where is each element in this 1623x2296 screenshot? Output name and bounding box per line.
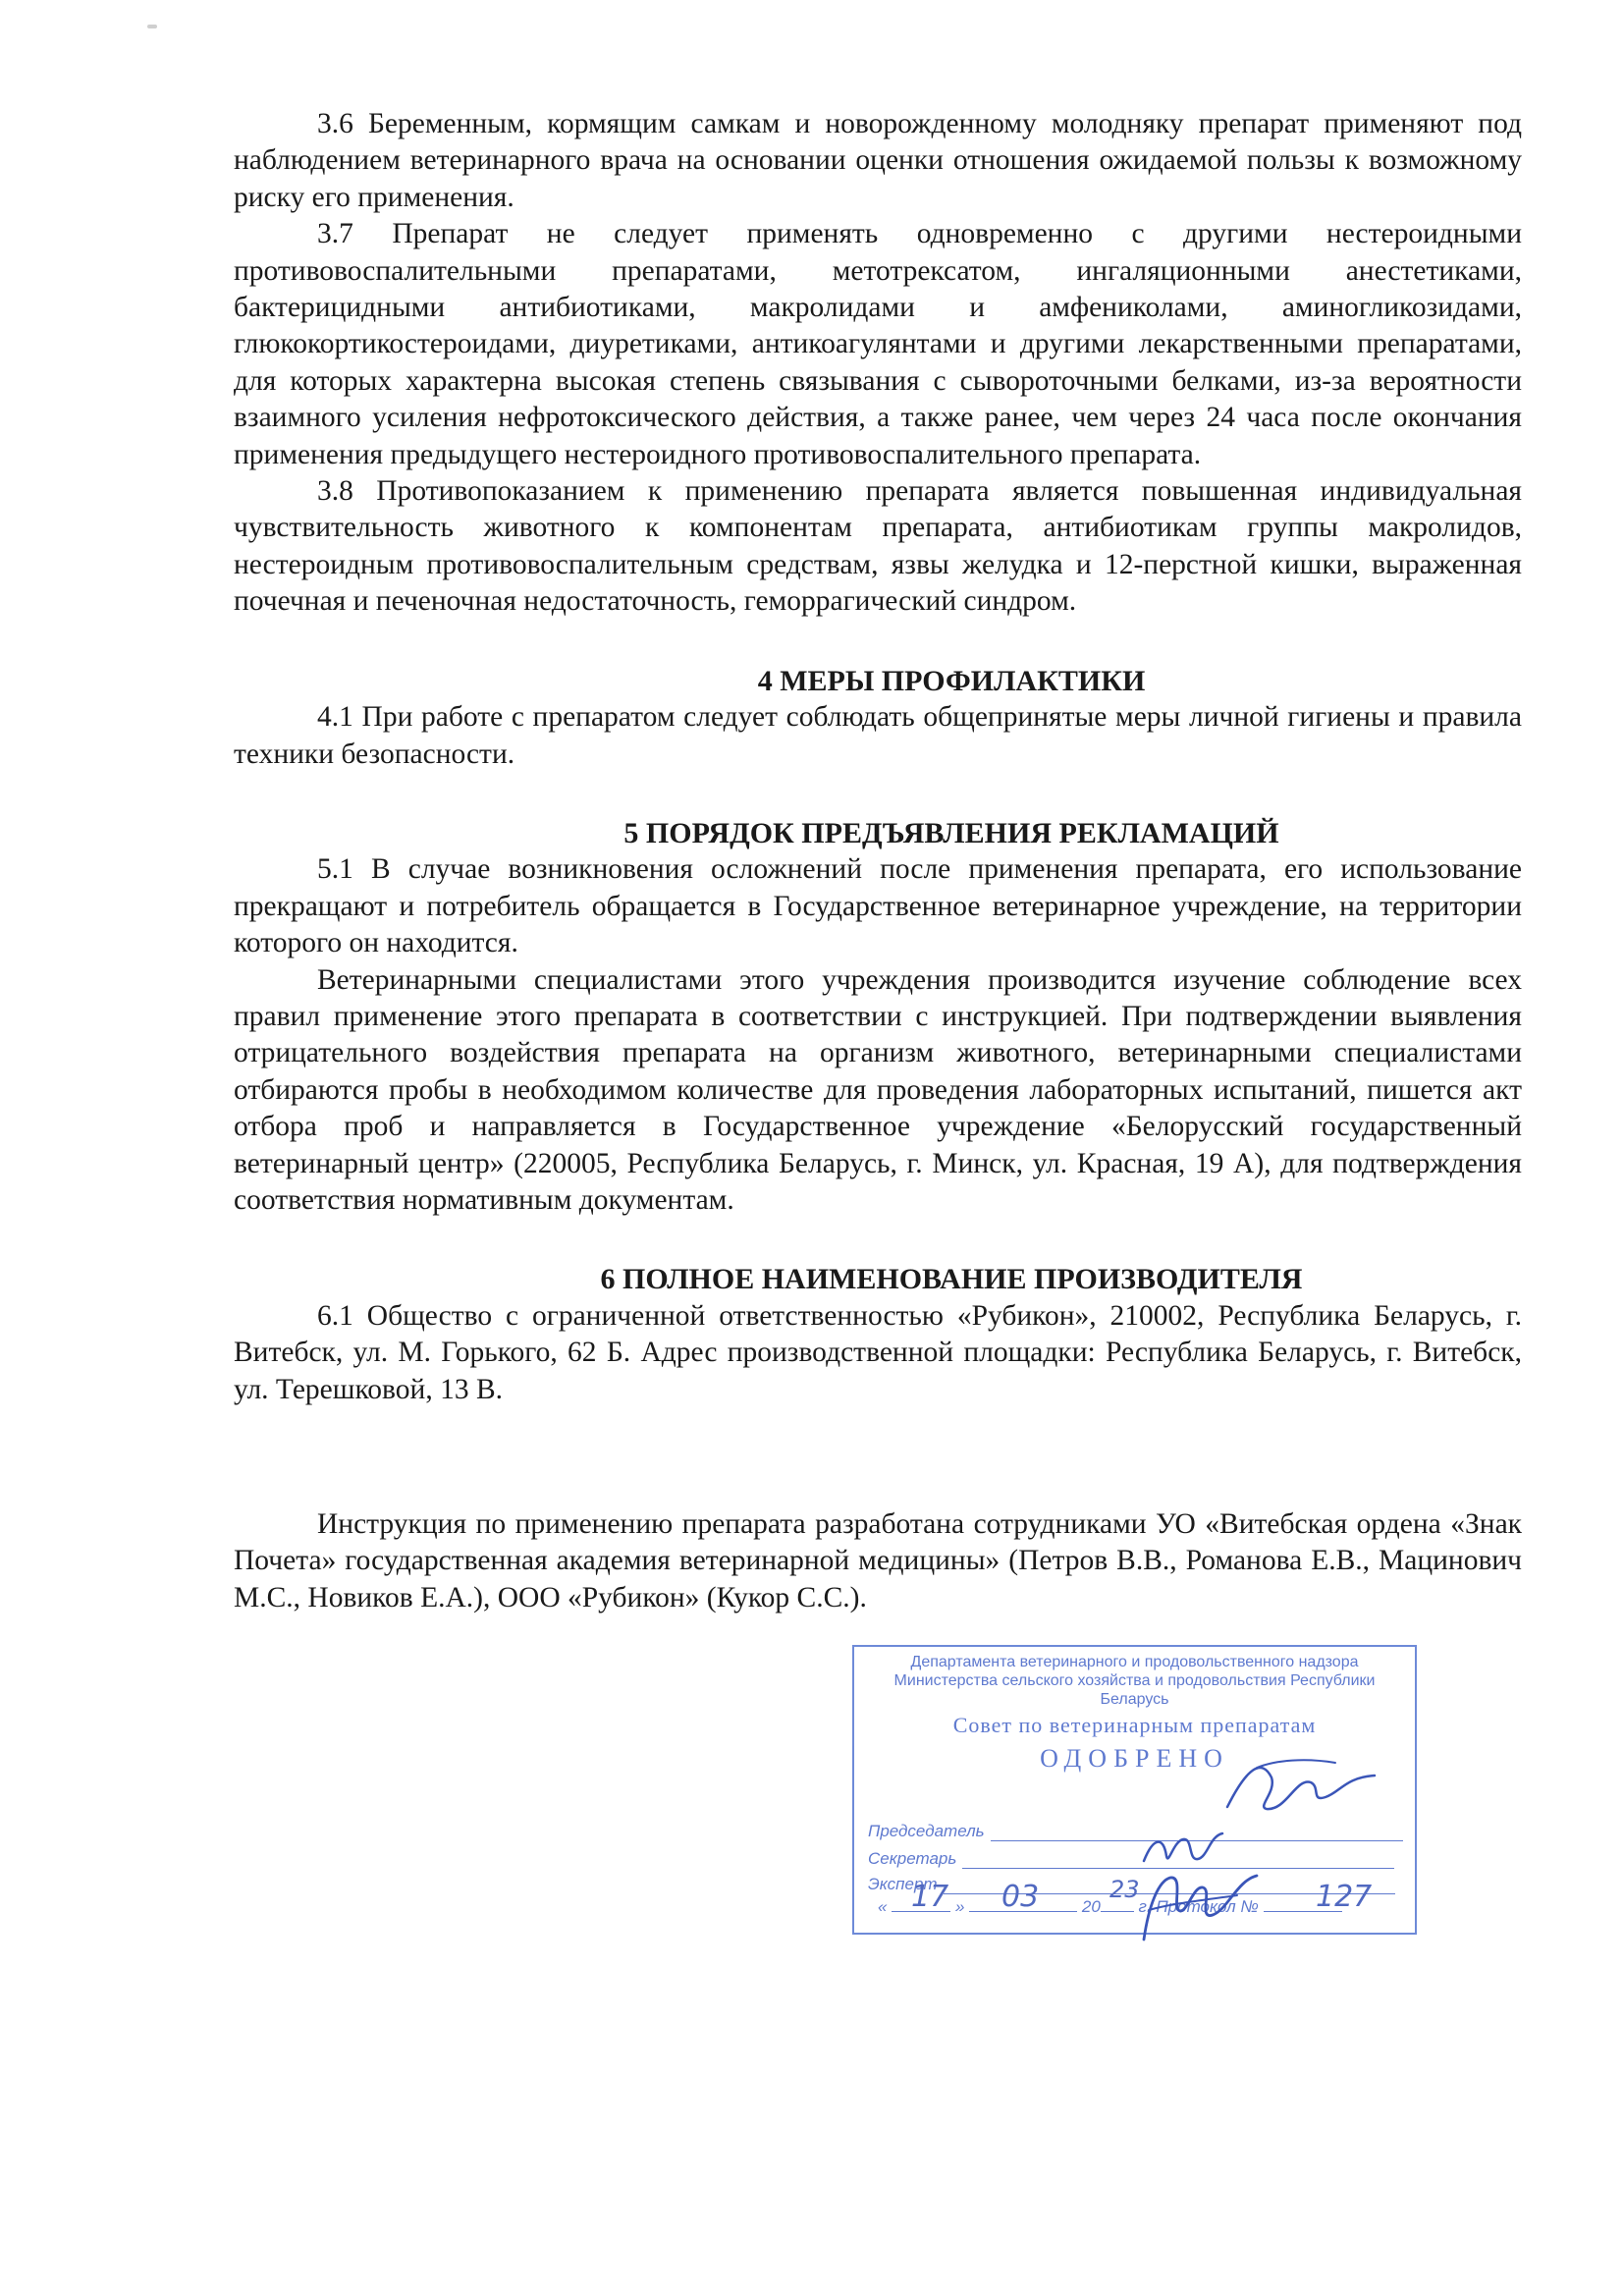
paragraph-3-8: 3.8 Противопоказанием к применению препарата является повышенная индивидуальная чувствительность животного к компонентам препарата, антибиотикам группы макролидов, нестероидным противовоспалительным средствам, язвы желудка и 12-перстной кишки, выраженная почечная и печеночная недостаточность, геморрагический синдром. — [234, 475, 1522, 618]
handwritten-protocol-number: 127 — [1316, 1880, 1373, 1914]
stamp-secretary-label: Секретарь — [868, 1849, 957, 1868]
document-body — [234, 106, 1522, 1616]
stamp-secretary-row — [868, 1849, 1394, 1869]
stamp-expert-label: Эксперт — [868, 1875, 938, 1893]
handwritten-year: 23 — [1109, 1876, 1140, 1903]
stamp-organization: Департамента ветеринарного и продовольственного надзора Министерства сельского хозяйства и продовольствия Республики Беларусь — [893, 1654, 1376, 1708]
stamp-date-open-quote: « — [878, 1897, 888, 1916]
paragraph-5-1: 5.1 В случае возникновения осложнений после применения препарата, его использование прекращают и потребитель обращается в Государственное ветеринарное учреждение, на территории которого он находится. — [234, 853, 1522, 959]
stamp-year-prefix: 20 — [1081, 1897, 1101, 1916]
handwritten-day: 17 — [911, 1880, 949, 1914]
paragraph-3-6: 3.6 Беременным, кормящим самкам и новорожденному молодняку препарат применяют под наблюдением ветеринарного врача на основании оценки отношения ожидаемой пользы к возможному риску его применения. — [234, 108, 1522, 213]
approval-stamp — [852, 1645, 1417, 1935]
stamp-council: Совет по ветеринарным препаратам — [952, 1713, 1317, 1737]
section-6-heading: 6 ПОЛНОЕ НАИМЕНОВАНИЕ ПРОИЗВОДИТЕЛЯ — [600, 1263, 1303, 1296]
stamp-chairman-row — [868, 1822, 1403, 1841]
section-5-heading: 5 ПОРЯДОК ПРЕДЪЯВЛЕНИЯ РЕКЛАМАЦИЙ — [623, 816, 1279, 849]
paragraph-4-1: 4.1 При работе с препаратом следует соблюдать общепринятые меры личной гигиены и правила техники безопасности. — [234, 701, 1522, 770]
stamp-chairman-label: Председатель — [868, 1822, 985, 1840]
section-4-heading: 4 МЕРЫ ПРОФИЛАКТИКИ — [757, 664, 1146, 697]
stamp-protocol-label: г. Протокол № — [1138, 1897, 1259, 1916]
paragraph-3-7: 3.7 Препарат не следует применять одновременно с другими нестероидными противовоспалительными препаратами, метотрексатом, ингаляционными анестетиками, бактерицидными антибиотиками, макролидами и амфениколами, аминогликозидами, глюкокортикостероидами, диуретиками, антикоагулянтами и другими лекарственными препаратами, для которых характерна высокая степень связывания с сывороточными белками, из-за вероятности взаимного усиления нефротоксического действия, а также ранее, чем через 24 часа после окончания применения предыдущего нестероидного противовоспалительного препарата. — [234, 218, 1522, 470]
stamp-approved: ОДОБРЕНО — [1040, 1744, 1229, 1773]
paragraph-6-1: 6.1 Общество с ограниченной ответственностью «Рубикон», 210002, Республика Беларусь, г. Витебск, ул. М. Горького, 62 Б. Адрес производственной площадки: Республика Беларусь, г. Витебск, ул. Терешковой, 13 В. — [234, 1299, 1522, 1405]
handwritten-month: 03 — [1001, 1880, 1040, 1914]
authors-paragraph: Инструкция по применению препарата разработана сотрудниками УО «Витебская ордена «Знак Почета» государственная академия ветеринарной медицины» (Петров В.В., Романова Е.В., Мацинович М.С., Новиков Е.А.), ООО «Рубикон» (Кукор С.С.). — [234, 1508, 1522, 1613]
scan-mark — [147, 25, 157, 28]
paragraph-5-2: Ветеринарными специалистами этого учреждения производится изучение соблюдение всех правил применение этого препарата в соответствии с инструкцией. При подтверждении выявления отрицательного воздействия препарата на организм животного, ветеринарными специалистами отбираются пробы в необходимом количестве для проведения лабораторных испытаний, пишется акт отбора проб и направляется в Государственное учреждение «Белорусский государственный ветеринарный центр» (220005, Республика Беларусь, г. Минск, ул. Красная, 19 А), для подтверждения соответствия нормативным документам. — [234, 963, 1522, 1216]
stamp-date-close-quote: » — [954, 1897, 965, 1916]
